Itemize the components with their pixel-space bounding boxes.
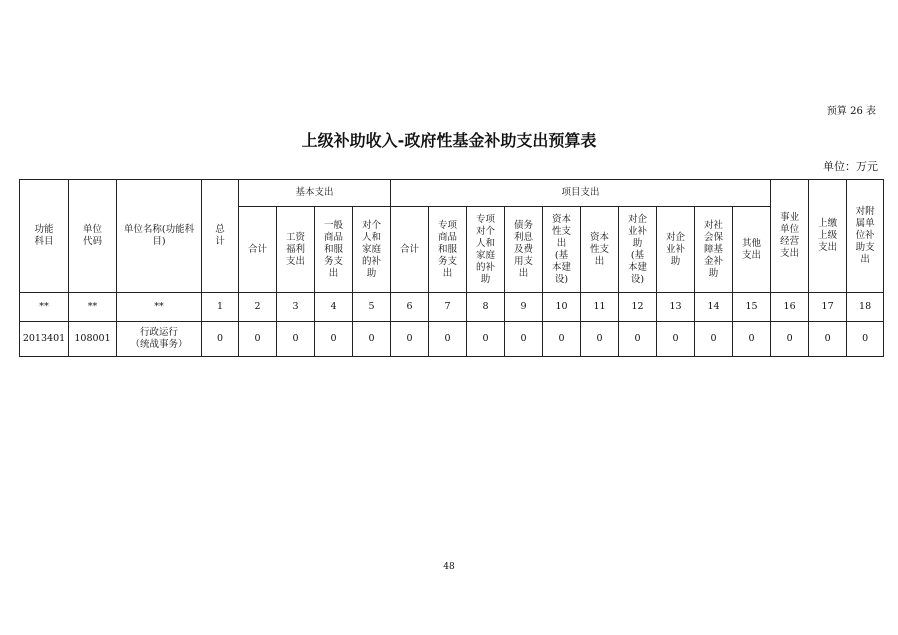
index-cell: 17 [809, 293, 847, 322]
table-row [20, 322, 884, 357]
index-cell: 6 [391, 293, 429, 322]
index-cell: 18 [847, 293, 884, 322]
col-project-sub: 对企 业补 助 (基 本建 设) [619, 207, 657, 293]
index-cell: ** [69, 293, 117, 322]
table-cell: 0 [695, 322, 733, 357]
col-project-sub: 对社 会保 障基 金补 助 [695, 207, 733, 293]
table-cell: 0 [505, 322, 543, 357]
table-cell: 0 [391, 322, 429, 357]
col-unit-name: 单位名称(功能科 目) [117, 180, 202, 293]
table-cell: 0 [467, 322, 505, 357]
col-unit-code: 单位 代码 [69, 180, 117, 293]
index-cell: ** [20, 293, 69, 322]
index-cell: ** [117, 293, 202, 322]
index-cell: 1 [202, 293, 239, 322]
table-cell: 0 [771, 322, 809, 357]
col-project-sub: 专项 对个 人和 家庭 的补 助 [467, 207, 505, 293]
index-cell: 9 [505, 293, 543, 322]
col-basic-sub: 工资 福利 支出 [277, 207, 315, 293]
index-cell: 7 [429, 293, 467, 322]
index-cell: 4 [315, 293, 353, 322]
table-cell: 0 [353, 322, 391, 357]
col-project-sub: 合计 [391, 207, 429, 293]
table-cell: 0 [277, 322, 315, 357]
col-project-sub: 债务 利息 及费 用支 出 [505, 207, 543, 293]
col-group-project: 项目支出 [391, 180, 771, 207]
index-cell: 5 [353, 293, 391, 322]
table-cell: 0 [581, 322, 619, 357]
col-total: 总 计 [202, 180, 239, 293]
header-row-1 [20, 180, 884, 207]
index-cell: 11 [581, 293, 619, 322]
unit-label: 单位：万元 [823, 160, 878, 173]
table-cell: 0 [619, 322, 657, 357]
col-upper-pay: 上缴 上级 支出 [809, 180, 847, 293]
table-cell: 0 [315, 322, 353, 357]
table-cell: 行政运行 （统战事务） [117, 322, 202, 357]
col-project-sub: 资本 性支 出 [581, 207, 619, 293]
col-func-subject: 功能 科目 [20, 180, 69, 293]
col-affiliated-subsidy: 对附 属单 位补 助支 出 [847, 180, 884, 293]
index-cell: 14 [695, 293, 733, 322]
table-cell: 0 [202, 322, 239, 357]
col-project-sub: 其他 支出 [733, 207, 771, 293]
index-cell: 13 [657, 293, 695, 322]
index-cell: 8 [467, 293, 505, 322]
page-number: 48 [443, 562, 455, 572]
table-number: 预算 26 表 [826, 106, 876, 117]
col-project-sub: 资本 性支 出 (基 本建 设) [543, 207, 581, 293]
col-project-sub: 专项 商品 和服 务支 出 [429, 207, 467, 293]
col-group-basic: 基本支出 [239, 180, 391, 207]
index-cell: 3 [277, 293, 315, 322]
index-cell: 2 [239, 293, 277, 322]
col-basic-sub: 对个 人和 家庭 的补 助 [353, 207, 391, 293]
col-project-sub: 对企 业补 助 [657, 207, 695, 293]
index-row [20, 293, 884, 322]
table-cell: 0 [543, 322, 581, 357]
table-cell: 0 [239, 322, 277, 357]
page-title: 上级补助收入-政府性基金补助支出预算表 [301, 131, 597, 150]
index-cell: 16 [771, 293, 809, 322]
table-cell: 0 [847, 322, 884, 357]
index-cell: 10 [543, 293, 581, 322]
budget-table [19, 179, 884, 357]
table-cell: 0 [429, 322, 467, 357]
table-cell: 2013401 [20, 322, 69, 357]
table-cell: 0 [809, 322, 847, 357]
col-basic-sub: 合计 [239, 207, 277, 293]
index-cell: 12 [619, 293, 657, 322]
index-cell: 15 [733, 293, 771, 322]
table-cell: 108001 [69, 322, 117, 357]
table-cell: 0 [657, 322, 695, 357]
col-basic-sub: 一般 商品 和服 务支 出 [315, 207, 353, 293]
col-enterprise-ops: 事业 单位 经营 支出 [771, 180, 809, 293]
table-cell: 0 [733, 322, 771, 357]
